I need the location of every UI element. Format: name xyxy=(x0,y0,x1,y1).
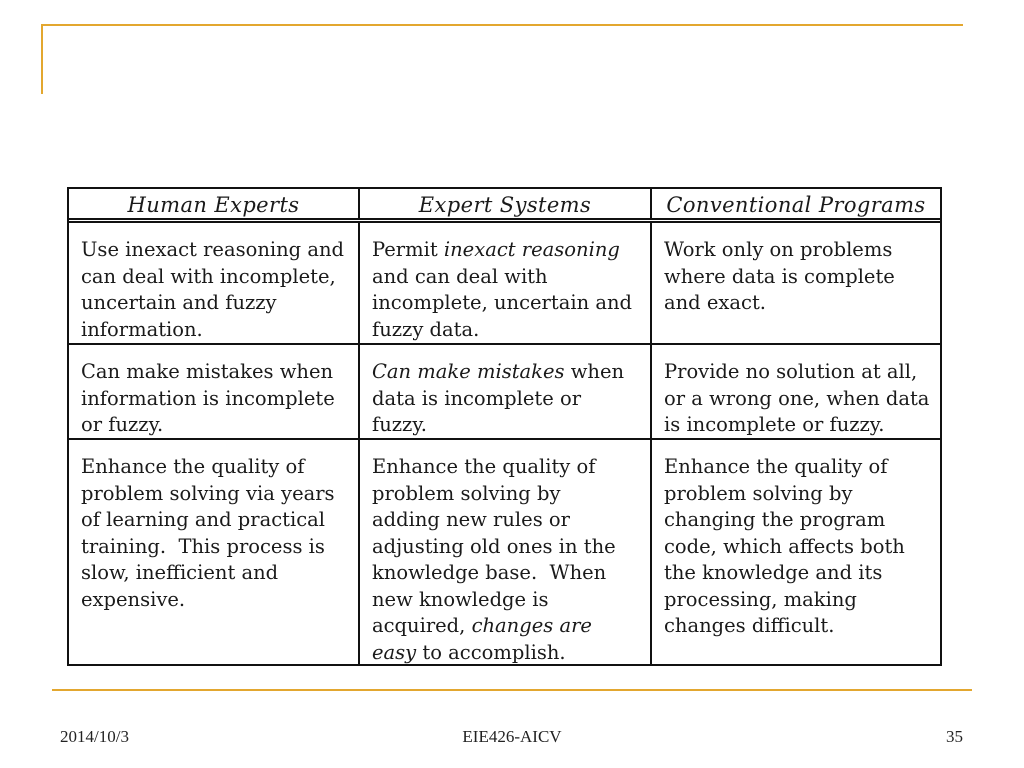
cell-text: when xyxy=(564,360,625,383)
cell-text: Enhance the quality of xyxy=(81,455,305,478)
emphasized-text: Can make mistakes xyxy=(372,360,565,383)
cell-text-line xyxy=(81,386,358,413)
footer-page-number: 35 xyxy=(946,727,963,746)
cell-text: Enhance the quality of xyxy=(664,455,888,478)
table-cell xyxy=(69,223,358,343)
cell-text-line xyxy=(664,290,940,317)
footer-course-code: EIE426-AICV xyxy=(462,727,562,746)
cell-text-line xyxy=(664,386,940,413)
cell-text-line xyxy=(81,534,358,561)
cell-text-line xyxy=(372,264,650,291)
cell-text-line xyxy=(664,481,940,508)
cell-text-line xyxy=(664,613,940,640)
cell-text: Provide no solution at all, xyxy=(664,360,918,383)
cell-text: incomplete, uncertain and xyxy=(372,291,633,314)
cell-text: fuzzy. xyxy=(372,413,427,436)
cell-text-line xyxy=(372,317,650,344)
cell-text: expensive. xyxy=(81,587,186,611)
cell-text-line xyxy=(372,290,650,317)
cell-text: to accomplish. xyxy=(416,640,566,664)
cell-text-line xyxy=(664,534,940,561)
cell-text: information is incomplete xyxy=(81,386,335,410)
emphasized-text: easy xyxy=(372,640,417,664)
table-cell xyxy=(650,440,940,664)
table-header-row xyxy=(69,189,940,223)
table-cell xyxy=(358,223,650,343)
cell-text: fuzzy data. xyxy=(372,317,480,341)
cell-text: adjusting old ones in the xyxy=(372,534,616,558)
table-cell xyxy=(69,440,358,664)
cell-text-line xyxy=(81,359,358,386)
cell-text-line xyxy=(372,640,650,667)
cell-text: knowledge base. When xyxy=(372,561,607,584)
cell-text-line xyxy=(664,412,940,439)
cell-text: processing, making xyxy=(664,587,857,611)
cell-text: the knowledge and its xyxy=(664,561,883,584)
table-cell xyxy=(650,345,940,438)
cell-text: adding new rules or xyxy=(372,508,570,531)
accent-rule-left xyxy=(41,24,43,94)
cell-text-line xyxy=(372,454,650,481)
cell-text: changes difficult. xyxy=(664,614,835,637)
table-cell xyxy=(69,345,358,438)
cell-text: Use inexact reasoning and xyxy=(81,238,345,261)
cell-text: Work only on problems xyxy=(664,238,893,261)
cell-text-line xyxy=(372,359,650,386)
comparison-table xyxy=(67,187,942,666)
table-cell xyxy=(358,440,650,664)
cell-text-line xyxy=(372,481,650,508)
table-row xyxy=(69,223,940,343)
cell-text-line xyxy=(372,613,650,640)
table-row xyxy=(69,438,940,664)
cell-text: training. This process is xyxy=(81,534,325,558)
cell-text: new knowledge is xyxy=(372,587,549,611)
cell-text: Enhance the quality of xyxy=(372,455,596,478)
cell-text-line xyxy=(372,534,650,561)
cell-text: Can make mistakes when xyxy=(81,360,334,383)
cell-text: acquired, xyxy=(372,614,472,637)
cell-text-line xyxy=(664,587,940,614)
cell-text-line xyxy=(81,237,358,264)
cell-text-line xyxy=(372,237,650,264)
cell-text-line xyxy=(664,454,940,481)
cell-text-line xyxy=(664,507,940,534)
cell-text-line xyxy=(81,264,358,291)
cell-text: information. xyxy=(81,317,203,341)
cell-text: or fuzzy. xyxy=(81,413,164,436)
table-cell xyxy=(650,223,940,343)
column-header-conventional-programs: Conventional Programs xyxy=(650,189,940,218)
cell-text: is incomplete or fuzzy. xyxy=(664,413,885,436)
cell-text-line xyxy=(81,481,358,508)
accent-rule-top xyxy=(42,24,963,26)
cell-text-line xyxy=(372,560,650,587)
cell-text-line xyxy=(81,317,358,344)
accent-rule-bottom xyxy=(52,689,972,691)
cell-text: Permit xyxy=(372,238,444,261)
cell-text-line xyxy=(372,587,650,614)
cell-text-line xyxy=(372,386,650,413)
table-cell xyxy=(358,345,650,438)
cell-text-line xyxy=(664,560,940,587)
cell-text: problem solving via years xyxy=(81,481,335,505)
cell-text-line xyxy=(81,560,358,587)
emphasized-text: inexact reasoning xyxy=(443,238,620,261)
cell-text: uncertain and fuzzy xyxy=(81,291,277,314)
cell-text: of learning and practical xyxy=(81,508,325,531)
cell-text-line xyxy=(81,290,358,317)
cell-text-line xyxy=(664,359,940,386)
cell-text: can deal with incomplete, xyxy=(81,264,336,288)
cell-text-line xyxy=(81,412,358,439)
cell-text: where data is complete xyxy=(664,264,895,288)
cell-text: problem solving by xyxy=(664,481,853,505)
cell-text-line xyxy=(664,264,940,291)
column-header-human-experts: Human Experts xyxy=(127,193,300,217)
cell-text: problem solving by xyxy=(372,481,561,505)
cell-text: or a wrong one, when data xyxy=(664,386,930,410)
cell-text: data is incomplete or xyxy=(372,386,582,410)
table-row xyxy=(69,343,940,438)
emphasized-text: changes are xyxy=(471,614,592,637)
footer-date: 2014/10/3 xyxy=(60,727,129,746)
cell-text-line xyxy=(81,454,358,481)
cell-text-line xyxy=(372,412,650,439)
cell-text: and exact. xyxy=(664,291,766,314)
cell-text-line xyxy=(664,237,940,264)
column-header-expert-systems: Expert Systems xyxy=(358,189,650,218)
cell-text-line xyxy=(372,507,650,534)
cell-text: and can deal with xyxy=(372,264,548,288)
cell-text: code, which affects both xyxy=(664,534,905,558)
cell-text: slow, inefficient and xyxy=(81,561,279,584)
cell-text-line xyxy=(81,587,358,614)
cell-text-line xyxy=(81,507,358,534)
cell-text: changing the program xyxy=(664,508,886,531)
